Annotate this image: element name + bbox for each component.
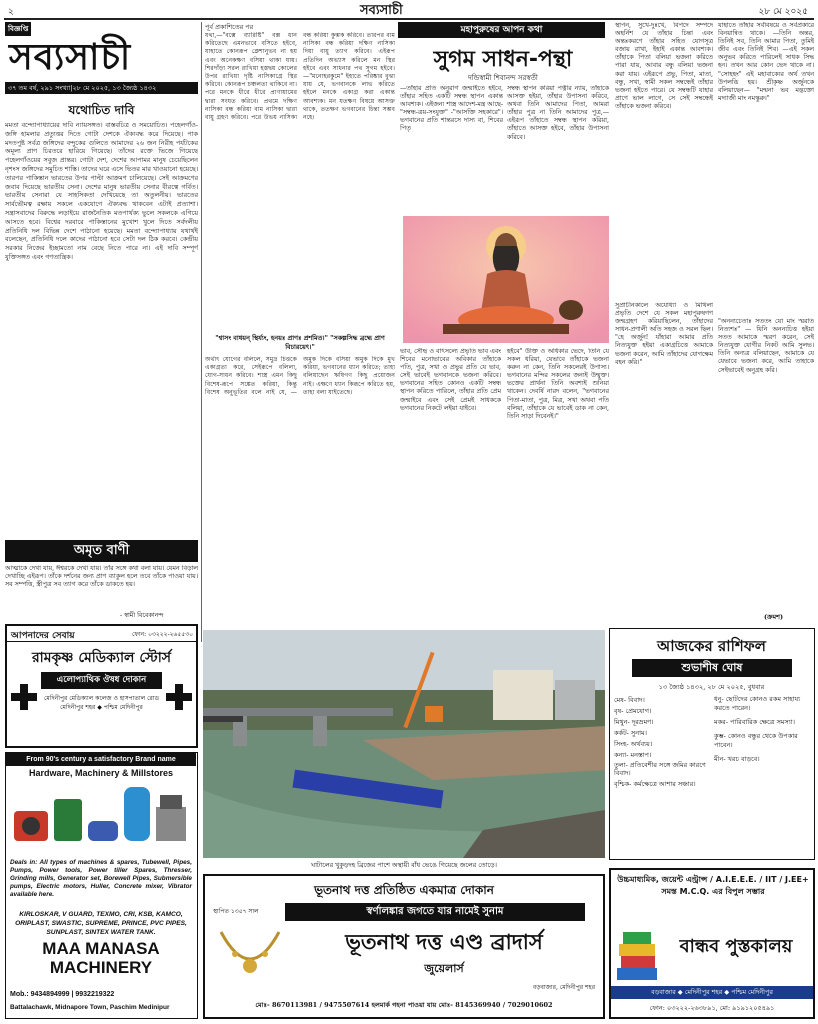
machinery-illustration: [10, 781, 192, 857]
tank-icon: [124, 787, 150, 841]
ad-medical-phone: ফোন: ০৩২২২-২৬৫৫৩০: [132, 631, 193, 638]
ad-books: [609, 868, 815, 1019]
ad-books-top: উচ্চমাধ্যমিক, জয়েন্ট এন্ট্রান্স / A.I.E.E.E. / IIT / J.EE+ সমস্ত M.C.Q. এর বিপুল সম্ভার: [617, 875, 809, 896]
page-number: ২: [8, 7, 14, 17]
saint-portrait: [403, 216, 609, 343]
article-banner: [398, 22, 605, 38]
article-body-a: যথা,—"বক্সে ব্যারিষ্টি" বক্স ধান করিতেছে এমনভাবে বসিতে হইবে, যাহাতে কোনরূপ ক্লেশানুভব না হয় এবং অনেকক্ষণ বসিয়া থাকা যায়। শিরদাঁড়া সরল রাখিয়া হস্তদ্বয় কোলের উপর রাখিয়া দৃষ্টি নাসিকাগ্রে স্থির করিবে। কোনরূপ চঞ্চলতা থাকিবে না। পরে মনকে ধীরে ধীরে প্রাণায়ামের দ্বারা সংযত করিবে। প্রথমে দক্ষিণ নাসিকা বন্ধ করিয়া বাম নাসিকা দ্বারা বায়ু গ্রহণ করিবে। পরে উভয় নাসিকা বন্ধ করিয়া কুম্ভক করিবে। তারপর বাম নাসিকা বন্ধ করিয়া দক্ষিণ নাসিকা দিয়া বায়ু ত্যাগ করিবে। এইরূপ প্রতিদিন অভ্যাস করিলে মন স্থির হইবে এবং সাধনার পথ সুগম হইবে। —"মনোহরকুমে" ইহাতে পরিষ্কার বুঝা যায় যে, ভগবানকে লাভ করিতে হইলে মনকে একাগ্র করা একান্ত আবশ্যক। মন যতক্ষণ বিষয়ে আসক্ত থাকে, ততক্ষণ ভগবানের চিন্তা সম্ভব নহে।: [205, 32, 395, 122]
ad-books-name: বান্ধব পুস্তকালয়: [679, 936, 793, 957]
editorial-heading: যথোচিত দাবি: [68, 103, 135, 117]
rashifal-item: মিথুন- দূরভ্রমণ।: [614, 718, 654, 726]
amrita-vani-author: - স্বামী বিবেকানন্দ: [120, 612, 164, 619]
article-title: সুগম সাধন-পন্থা: [433, 47, 573, 72]
ad-medical-header: [7, 626, 196, 642]
ad-hardware-tagline: From 90's century a satisfactory Brand name: [26, 756, 176, 763]
rashifal-date: ১৩ জ্যৈষ্ঠ ১৪৩২, ২৮ মে ২০২৫, বুধবার: [658, 683, 765, 691]
amrita-vani-heading: অমৃত বাণী: [73, 543, 130, 558]
article-col2: সম্বন্ধ স্থাপন করিয়া পত্নীর ন্যায়, তাঁহাকে আসক্ত হইয়া, তাঁহার উপাসনা করিবে, অথবা তিনি আমাদের পিতা, আমরা তাঁহার পুত্র না তিনি আমাদের পুত্র,—এইরূপ তাঁহাতে সম্বন্ধ স্থাপন করিয়া, তাঁহাতে আসক্ত হইবে, তাঁহার উপাসনা করিবে।: [507, 85, 609, 141]
article-low-col4: "অনন্যচেতাঃ সততং যো মাং স্মরতি নিত্যশঃ" — যিনি অনন্যচিত্ত হইয়া সতত আমাকে স্মরণ করেন, সেই নিত্যযুক্ত যোগীর নিকট আমি সুলভ। তিনি অন্যত্র বলিয়াছেন, আমাকে যে যেভাবে ভজনা করে, আমি তাহাকে সেইভাবেই অনুগ্রহ করি।: [718, 318, 814, 374]
ad-jewellers-slogan: স্বর্ণালঙ্কার জগতে যার নামেই সুনাম: [366, 906, 504, 917]
rashifal-box: [609, 628, 815, 860]
rashifal-item: বৃষ- প্রেমযোগ।: [614, 707, 652, 715]
ad-hardware: [5, 752, 198, 1019]
article-body-b: অর্থাৎ যোগের বলিলে, সমুদ্র চিত্তকে একাগ্রতা করে, সেইরূপে বলিলা, যোগ-সাধন করিবে। শাস্ত্র এমন কিছু বিশেষ-রূপে সঙ্কেত করিয়া, কিন্তু বিশেষ অনুভূতির বলে নাই যে, —অমুক দিকে বসিয়া অমুক দিকে মুখ করিয়া, ভগবানের ধ্যান করিতে; তাহা বলিয়াছেন ঋষিগণ কিছু প্রয়োজন নাই। এক্ষণে ধ্যান কিরূপে করিতে হয়, তাহা বলা যাইতেছে।: [205, 356, 395, 396]
amrita-vani-body: আত্মাকে দেখা যায়, ঈশ্বরকে দেখা যায়। তাঁর সঙ্গে কথা বলা যায়। যেমন বিড়াল দেখাচ্ছি এইরূপ। তাঁকে দর্শনের জন্য প্রাণ ব্যাকুল হলে তবে তাঁকে পাওয়া যায়। সব সম্পত্তি, স্ত্রীপুত্র সব ত্যাগ করে তাঁকে ডাকতে হয়।: [5, 565, 198, 589]
ad-medical-header-label: আপনাদের সেবায়: [11, 631, 75, 641]
medical-cross-icon: [166, 684, 192, 710]
article-low-col3: সুপ্রাচীনকালে অযোধ্যা ও মিথিলা প্রভৃতি দেশে যে সকল মহাপুরুষগণ জন্মগ্রহণ করিয়াছিলেন, তাঁহাদের সাধন-প্রণালী অতি সহজ ও সরল ছিল। "হে অর্জুন! যাঁহারা আমার প্রতি নিত্যযুক্ত হইয়া একাগ্রচিত্তে আমাকে ভজনা করেন, আমি তাঁহাদের যোগক্ষেম বহন করি।": [615, 302, 713, 366]
ad-medical-address: মেদিনীপুর মেডিক্যাল কলেজ ও হাসপাতাল রোড মেদিনীপুর শহর ◆ পশ্চিম মেদিনীপুর: [43, 695, 160, 711]
rashifal-author-bar: [632, 659, 792, 677]
books-stack-icon: [615, 928, 659, 984]
rashifal-heading: আজকের রাশিফল: [657, 637, 766, 655]
rashifal-right-list: [714, 695, 811, 764]
article-col4: যাহাতে তাঁহার সর্ববিষয়ে ও সর্বপ্রকারে বিনয়ান্বিত থাকে। —তিনি অন্তর, তিনিই সব, তিনি আমার পিতা, তুমিই জীব এবং তিনিই শিব। —এই সকল অনুভব করিতে পারিলেই সাধক সিদ্ধ হন। তখন আর কোন ভেদ থাকে না। "সোহহং" এই মহাবাক্যের অর্থ তখন উপলব্ধি হয়। শ্রীকৃষ্ণ অর্জুনকে বলিয়াছেন— "মন্মনা ভব মদ্ভক্তো মদ্যাজী মাং নমস্কুরু।": [718, 22, 814, 102]
flood-photo: [203, 630, 605, 858]
rashifal-item: মেষ- বিবাদ।: [614, 696, 645, 704]
ad-hardware-address: Battalachawk, Midnapore Town, Paschim Medinipur: [10, 1004, 170, 1011]
ad-medical-name: রামকৃষ্ণ মেডিক্যাল স্টোর্স: [31, 650, 172, 666]
ad-hardware-name: MAA MANASA MACHINERY: [42, 939, 160, 977]
ad-hardware-deals: Deals in: All types of machines & spares, Tubewell, Pipes, Pumps, Power tools, Power tiller Spares, Thresser, Grinding mills, Generator set, Borewell Pipes, Submersible pumps, Electric motors, Huller, Concrete mixer, Vibrator available here.: [10, 859, 192, 898]
editorial-body: মমতা বন্দ্যোপাধ্যায়ের দাবি ন্যায়সঙ্গত। বাস্তবচিত্র ও সময়োচিত। পহেলগাঁও- জঙ্গি হামলার প্রত্যুত্তর দিতে গোটা দেশকে ঐক্যবদ্ধ করে দিয়েছে। পাক মদতপুষ্ট সর্বত্র জঙ্গিদের বন্দুকের গুলিতে আমাদের ২৬ জন নিরীহ পর্যটকের অমূল্য প্রাণ চিরতরে হারিয়ে গিয়েছে। তাঁদের রক্তে ভিজে গিয়েছে পহেলগাঁওয়ের সবুজ প্রান্তর। গোটা দেশ, দেশের আপামর মানুষ চেয়েছিলেন নৃশংস জঙ্গিদের সমুচিত শাস্তি। তাদের ঘরে এসে ভিতর মার খাওয়ানো হয়েছে। তারপর পাকিস্তান ভারতের উপর পাল্টা আক্রমণ চালিয়েছে। সেই আক্রমণের জবাব দিয়েছে ভারতীয় সেনা। দেশের মানুষ ভারতীয় সেনার বীরত্বে গর্বিত। ভারতীয় সেনারা যে সাহসিকতা দেখিয়েছে তা অতুলনীয়। ভারতের সার্বভৌমত্ব রক্ষায় সকলে একযোগে ঐক্যবদ্ধ থাকবেন এটাই প্রত্যাশা। সন্ত্রাসবাদের বিরুদ্ধে লড়াইয়ে রাজনৈতিক মতপার্থক্য ভুলে সকলকে এগিয়ে আসতে হবে। বিশ্বের দরবারে পাকিস্তানের মুখোশ খুলে দিতে সর্বদলীয় প্রতিনিধি দল বিভিন্ন দেশে পাঠানো হয়েছে। মমতা বন্দ্যোপাধ্যায় যথার্থই বলেছেন, প্রতিনিধি দলে কাদের পাঠানো হবে সেটা দল ঠিক করবে। কেন্দ্রীয় সরকার নিজের ইচ্ছামতো নাম বেছে নিতে পারে না। এই দাবি সম্পূর্ণ যুক্তিসঙ্গত এবং গণতান্ত্রিক।: [5, 121, 198, 261]
ad-medical-store: [5, 624, 198, 748]
article-col1: —তাঁহার প্রতি অনুরাগ জন্মাইতে হইবে, তাঁহার সহিত একটি সম্বন্ধ স্থাপন একান্ত আবশ্যক। এইজন্য শাস্ত্র আদেশ-মন্ত্র আছে- "সম্বন্ধ-ত্রয়-সংযুক্ত" -"আসক্তি সহকারে"। ভগবানের প্রতি শান্তরসে দাস্য বা, শিবের পিতৃ: [400, 85, 503, 133]
mill-icon: [156, 807, 186, 841]
header-brand: সব্যসাচী: [360, 3, 403, 18]
ad-jewellers-est: স্থাপিত ১৩৫৭ সাল: [213, 908, 259, 915]
ad-jewellers-slogan-bar: [285, 903, 585, 921]
ad-books-phone: ফোন: ০৩২২২-২৬৩৮৯১, মো: ৯১৯১২০৫৪৯১: [649, 1004, 775, 1012]
article-intro-label: পূর্ব প্রকাশিতের পর: [205, 23, 254, 31]
rashifal-author: শুভাশীষ ঘোষ: [681, 661, 743, 674]
rashifal-item: সিংহ- অর্থব্যয়।: [614, 740, 653, 748]
rashifal-item: মীন- খরচ বাড়বে।: [714, 755, 760, 763]
ad-hardware-mobile: Mob.: 9434894999 | 9932219322: [10, 991, 115, 998]
ad-jewellers-name: ভূতনাথ দত্ত এণ্ড ব্রাদার্স: [345, 930, 543, 954]
ad-jewellers-sub: জুয়েলার্স: [424, 962, 464, 975]
article-author: দন্ডিস্বামী শিবানন্দ সরস্বতী: [468, 74, 538, 82]
ad-jewellers-address: বড়বাজার, মেদিনীপুর শহর: [532, 984, 595, 991]
masthead-issue: ৩৭ তম বর্ষ, ২৯১ সংখ্যা|২৮ মে ২০২৫, ১৩ জ্যৈষ্ঠ ১৪৩২: [5, 82, 198, 94]
ad-jewellers-contact: মোঃ- 8670113981 / 9475507614 হলমার্ক গহনা পাওয়া যায় মোঃ- 8145369940 / 7029010602: [255, 1001, 553, 1009]
kamandalu-icon: [559, 300, 583, 320]
ad-hardware-title: Hardware, Machinery & Millstores: [28, 768, 174, 778]
ad-hardware-tagline-bar: [6, 753, 196, 766]
ad-medical-subtitle-bar: [41, 672, 162, 689]
header-rule: [4, 18, 814, 20]
rashifal-item: মকর- পারিবারিক ক্ষেত্রে সমস্যা।: [714, 718, 795, 726]
article-continued: (ক্রমশ): [764, 613, 784, 621]
rashifal-item: ধনু- ছোটদের কোনও রকম সাহায্য করতে পারেন।: [714, 695, 801, 712]
column-rule: [201, 22, 202, 642]
photo-caption: ঘাটালের খুকুড়দহ ব্রিজের পাশে অস্থায়ী বাঁধ ভেঙে গিয়েছে জলের তোড়ে।: [311, 861, 497, 869]
rashifal-item: বৃশ্চিক- কর্মক্ষেত্রে আশার সঞ্চার।: [614, 780, 696, 788]
ad-books-address-bar: [611, 986, 813, 999]
ad-hardware-brands: KIRLOSKAR, V GUARD, TEXMO, CRI, KSB, KAMCO, ORIPLAST, SWASTIC, SUPREME, PRINCE, PVC PIPES, SUNPLAST, SINTEX WATER TANK.: [15, 911, 187, 936]
rashifal-item: তুলা- প্রতিবেশীর সঙ্গে জমির কারণে বিবাদ।: [614, 761, 706, 777]
article-quote: "শ্বাসং বাধয়ন্ স্থির্য্যং, হনয়ঃ প্রাণঃ প্রশমিত।" "সকল্পসিদ্ধ ব্রহ্মে প্রাণ বিচারয়েৎ।": [215, 334, 385, 351]
masthead-tag: বিজ্ঞপ্তি: [5, 22, 31, 36]
masthead-title: সব্যসাচী: [9, 37, 132, 78]
article-low-col2: হইবে" উক্তি ও অধিকার ভেদে, তিনি যে সকল ধরিয়া, যেভাবে তাঁহাকে ভজনা করুন না কেন, তিনি সকলেরই উপাস্য। ভগবানের মন্দির সকলের জন্যই উন্মুক্ত। ভক্তের প্রার্থনা তিনি অবশ্যই শুনিয়া থাকেন। দেবর্ষি নারদ বলেন, "ভগবানের পিতা-মাতা, পুত্র, মিত্র, সখা অথবা পতি বলিয়া, তাঁহাকে যে ভাবেই ডাক না কেন, তিনি সাড়া দিবেনই।": [507, 348, 609, 420]
article-col3: স্থাপন, সুখে-দুঃখে, বিপদে সম্পদে অহর্নিশ যে তাঁহার চিন্তা এবং অন্তঃকরণে তাঁহার সহিত যোগসূত্র বজায় রাখা, ইহাই একান্ত আবশ্যক। তাঁহাকে পিতা বলিয়া ভজনা করিতে পারা যায়, আবার বন্ধু বলিয়া ভজনা করা যায়। এইরূপে প্রভু, পিতা, মাতা, বন্ধু, সখা, স্বামী সকল সম্বন্ধেই তাঁহার ভজনা হইতে পারে। যে সম্বন্ধটি যাহার প্রাণে ভাল লাগে, সে সেই সম্বন্ধেই তাঁহাকে ভজনা করিবে।: [615, 22, 713, 110]
masthead: [5, 22, 198, 98]
article-banner-text: মহাপুরুষের আপন কথা: [460, 25, 543, 35]
ad-jewellers: [203, 874, 605, 1019]
medical-cross-icon: [11, 684, 37, 710]
motor-icon: [88, 821, 118, 841]
necklace-icon: [215, 926, 285, 984]
rashifal-item: কন্যা- মনস্তাপ।: [614, 751, 652, 759]
header-date: ২৮ মে ২০২৫: [758, 7, 808, 17]
ad-books-address: বড়বাজার ◆ মেদিনীপুর শহর ◆ পশ্চিম মেদিনীপুর: [651, 988, 773, 996]
rashifal-left-list: [614, 695, 710, 788]
ad-medical-subtitle: এলোপ্যাথিক ঔষধ দোকান: [56, 675, 147, 685]
amrita-vani-banner: [5, 540, 198, 562]
generator-icon: [54, 799, 82, 841]
article-low-col1: ভাব, সৌহৃ ও বাৎসল্যে প্রভৃতি ভাব এবং শিবের মনোভাবের অবিকার তাঁহাকে পতি, পুত্র, সখা ও প্রভুর প্রতি যে ভাব, সেই ভাবেই ভগবানকে ভজনা করিবে। ভগবানের সহিত কোনও একটি সম্বন্ধ স্থাপন করিতে পারিলে, তাঁহার প্রতি প্রেম জন্মাইবে এবং সেই প্রেমই সাধককে ভগবানের নিকটে লইয়া যাইবে।: [400, 348, 501, 412]
bridge: [203, 708, 393, 716]
ad-jewellers-top: ভূতনাথ দত্ত প্রতিষ্ঠিত একমাত্র দোকান: [314, 883, 494, 897]
rashifal-item: কর্কট- সুনাম।: [614, 729, 647, 737]
rashifal-item: কুম্ভ- কোনও বন্ধুর থেকে উপকার পাবেন।: [714, 732, 798, 749]
